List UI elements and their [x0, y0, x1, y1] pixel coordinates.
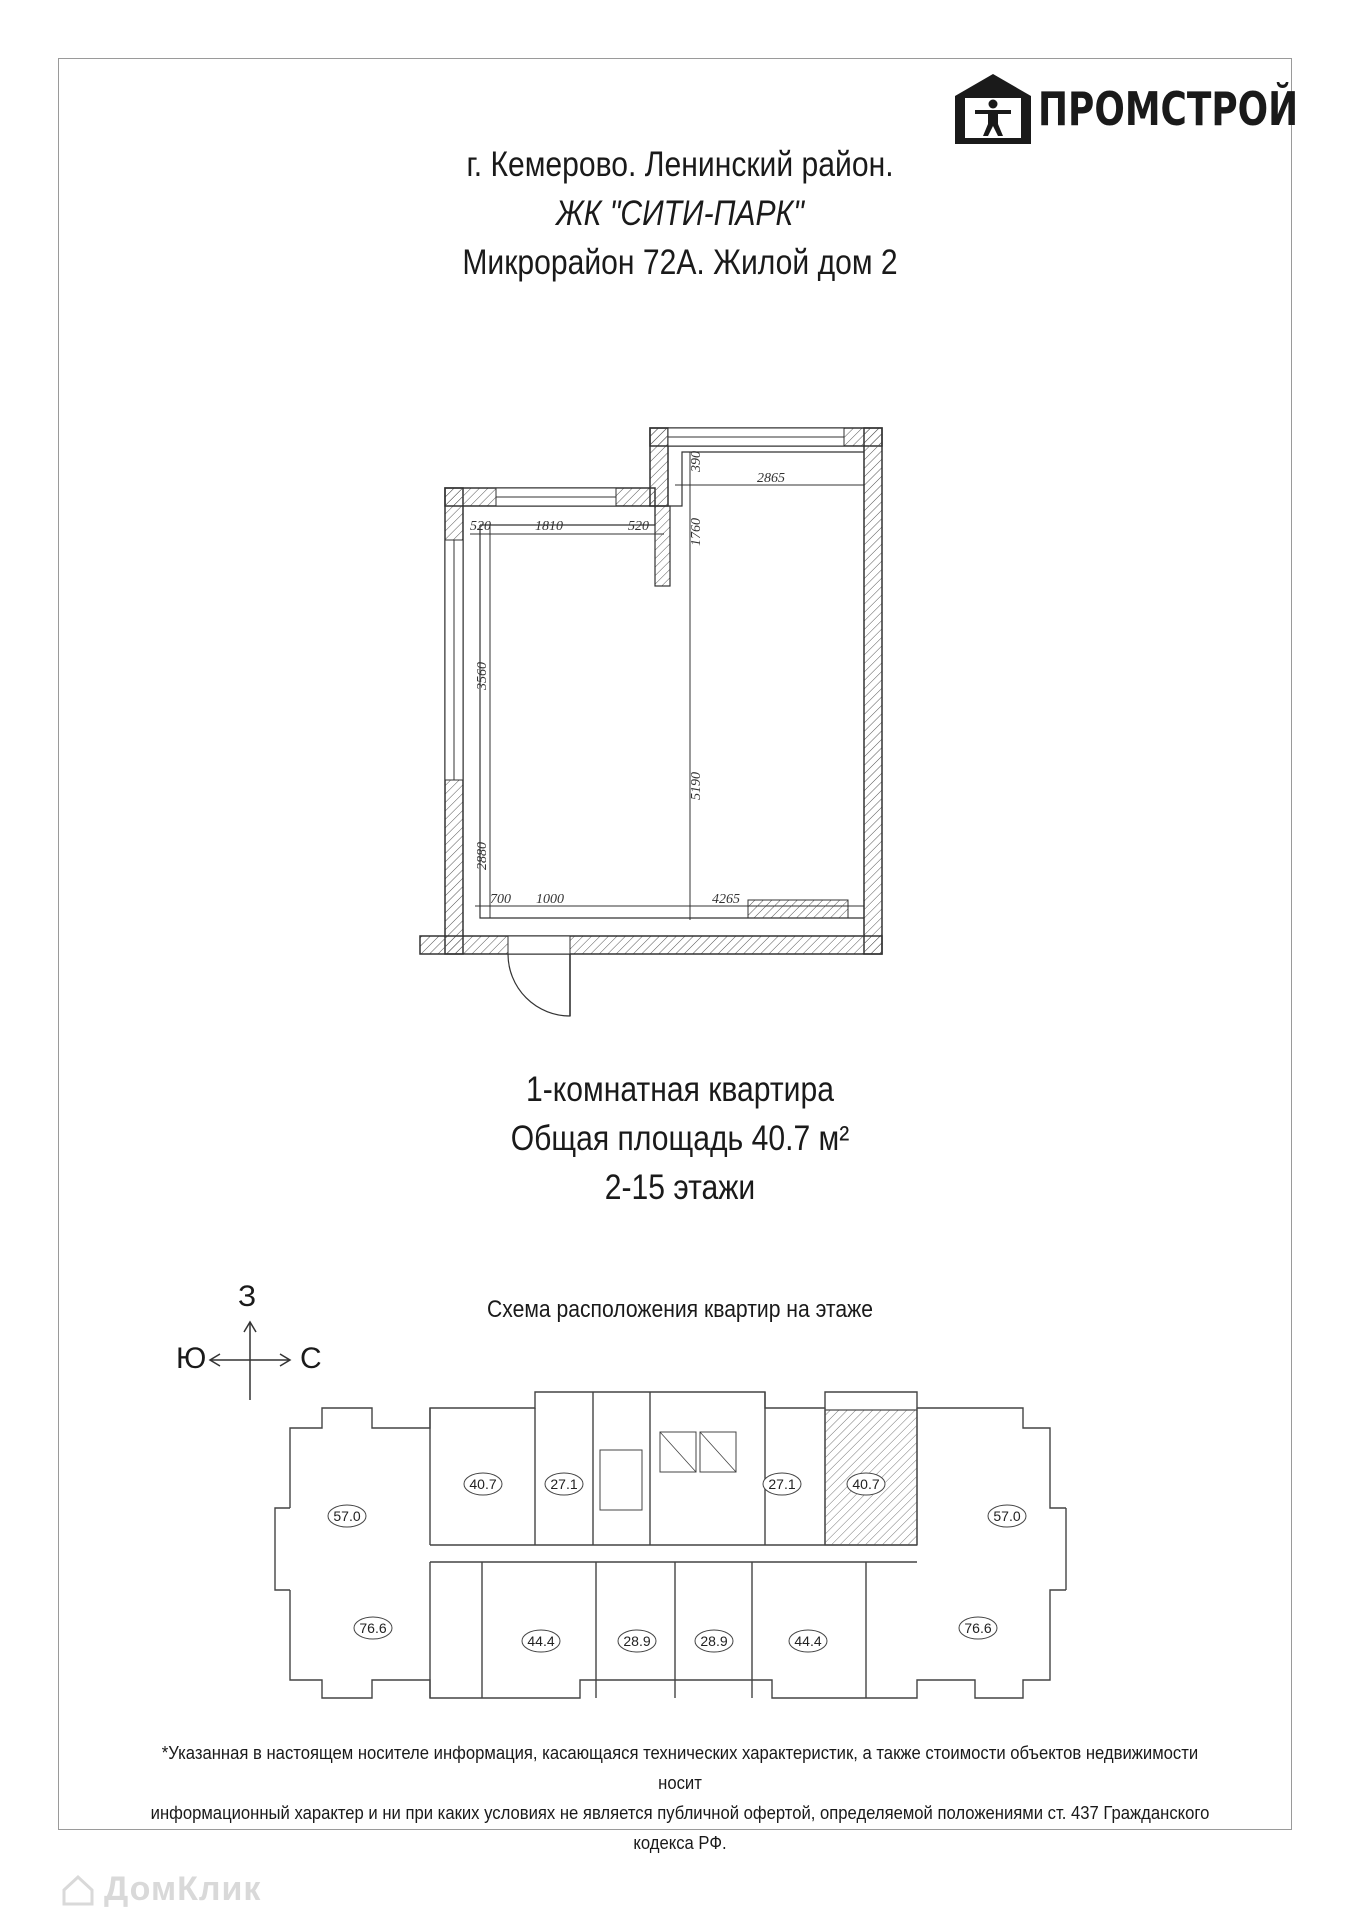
unit-label: 44.4 [527, 1633, 555, 1649]
dim-1810: 1810 [535, 519, 563, 534]
dim-700: 700 [490, 892, 511, 907]
unit-label: 40.7 [469, 1476, 497, 1492]
total-area: Общая площадь 40.7 м² [510, 1119, 850, 1158]
dim-5190: 5190 [689, 772, 704, 800]
disclaimer-line: информационный характер и ни при каких условиях не является публичной офертой, определяемой положениями ст. 437 Гражданского кодекса РФ. [150, 1802, 1210, 1853]
unit-label: 27.1 [768, 1476, 796, 1492]
dim-2865: 2865 [757, 471, 785, 486]
compass-north: З [238, 1280, 257, 1313]
unit-label: 76.6 [964, 1620, 992, 1636]
dim-520-left: 520 [470, 519, 491, 534]
complex-name: ЖК "СИТИ-ПАРК" [555, 194, 804, 233]
dim-520-right: 520 [628, 519, 649, 534]
unit-label: 28.9 [700, 1633, 728, 1649]
unit-label: 44.4 [794, 1633, 822, 1649]
dim-1000: 1000 [536, 892, 564, 907]
building-name: Микрорайон 72А. Жилой дом 2 [462, 243, 898, 282]
legal-disclaimer [149, 1738, 1211, 1858]
dim-3560: 3560 [475, 662, 490, 690]
unit-label: 40.7 [852, 1476, 880, 1492]
scheme-title: Схема расположения квартир на этаже [487, 1296, 873, 1323]
dim-4265: 4265 [712, 892, 740, 907]
room-count: 1-комнатная квартира [526, 1070, 834, 1109]
unit-label: 27.1 [550, 1476, 578, 1492]
domclick-logo-icon [60, 1872, 96, 1908]
compass-west: Ю [176, 1342, 207, 1375]
watermark-text: ДомКлик [104, 1870, 262, 1908]
unit-label: 57.0 [333, 1508, 361, 1524]
unit-label: 28.9 [623, 1633, 651, 1649]
dim-2880: 2880 [475, 842, 490, 870]
compass-east: С [300, 1342, 322, 1375]
disclaimer-line: *Указанная в настоящем носителе информация, касающаяся технических характеристик, а также стоимости объектов недвижимости носит [161, 1742, 1199, 1793]
dim-1760: 1760 [689, 518, 704, 546]
logo-text: ПРОМСТРОЙ [1038, 82, 1299, 136]
floor-range: 2-15 этажи [604, 1168, 756, 1207]
unit-label: 57.0 [993, 1508, 1021, 1524]
unit-label: 76.6 [359, 1620, 387, 1636]
dim-390: 390 [689, 451, 704, 472]
address-line: г. Кемерово. Ленинский район. [466, 145, 894, 184]
